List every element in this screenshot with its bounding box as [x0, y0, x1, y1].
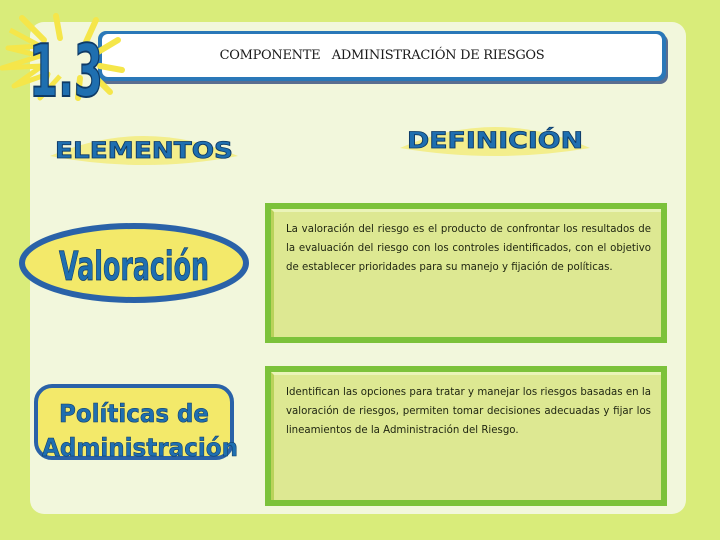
header-bar [98, 31, 666, 81]
politicas-label-line1: Políticas de [59, 399, 209, 428]
valoracion-label: Valoración [59, 244, 209, 290]
definition-text-valoracion: La valoración del riesgo es el producto de confrontar los resultados de la evaluación del riesgo con los controles identificados, con el objetivo de establecer prioridades para su manejo y fijación de políticas. [286, 224, 651, 273]
definition-box-valoracion [265, 203, 667, 343]
politicas-label-box [30, 382, 252, 464]
definition-wordart [396, 112, 594, 164]
elements-heading: ELEMENTOS [55, 139, 233, 164]
definition-box-inner [271, 372, 661, 500]
definition-box-politicas [265, 366, 667, 506]
definition-box-inner [271, 209, 661, 337]
valoracion-oval [18, 222, 250, 304]
page-title: COMPONENTE ADMINISTRACIÓN DE RIESGOS [219, 48, 545, 63]
definition-heading: DEFINICIÓN [407, 129, 552, 154]
header-inner [102, 34, 662, 77]
sunburst-number-icon [0, 10, 130, 114]
politicas-label-line2: Administración [42, 433, 238, 462]
elements-wordart [46, 122, 242, 174]
badge-number: 1.3 [29, 28, 103, 114]
definition-text-politicas: Identifican las opciones para tratar y manejar los riesgos basadas en la valoración de riesgos, permiten tomar decisiones adecuadas y fijar los lineamientos de la Administración del Riesgo. [286, 387, 651, 436]
